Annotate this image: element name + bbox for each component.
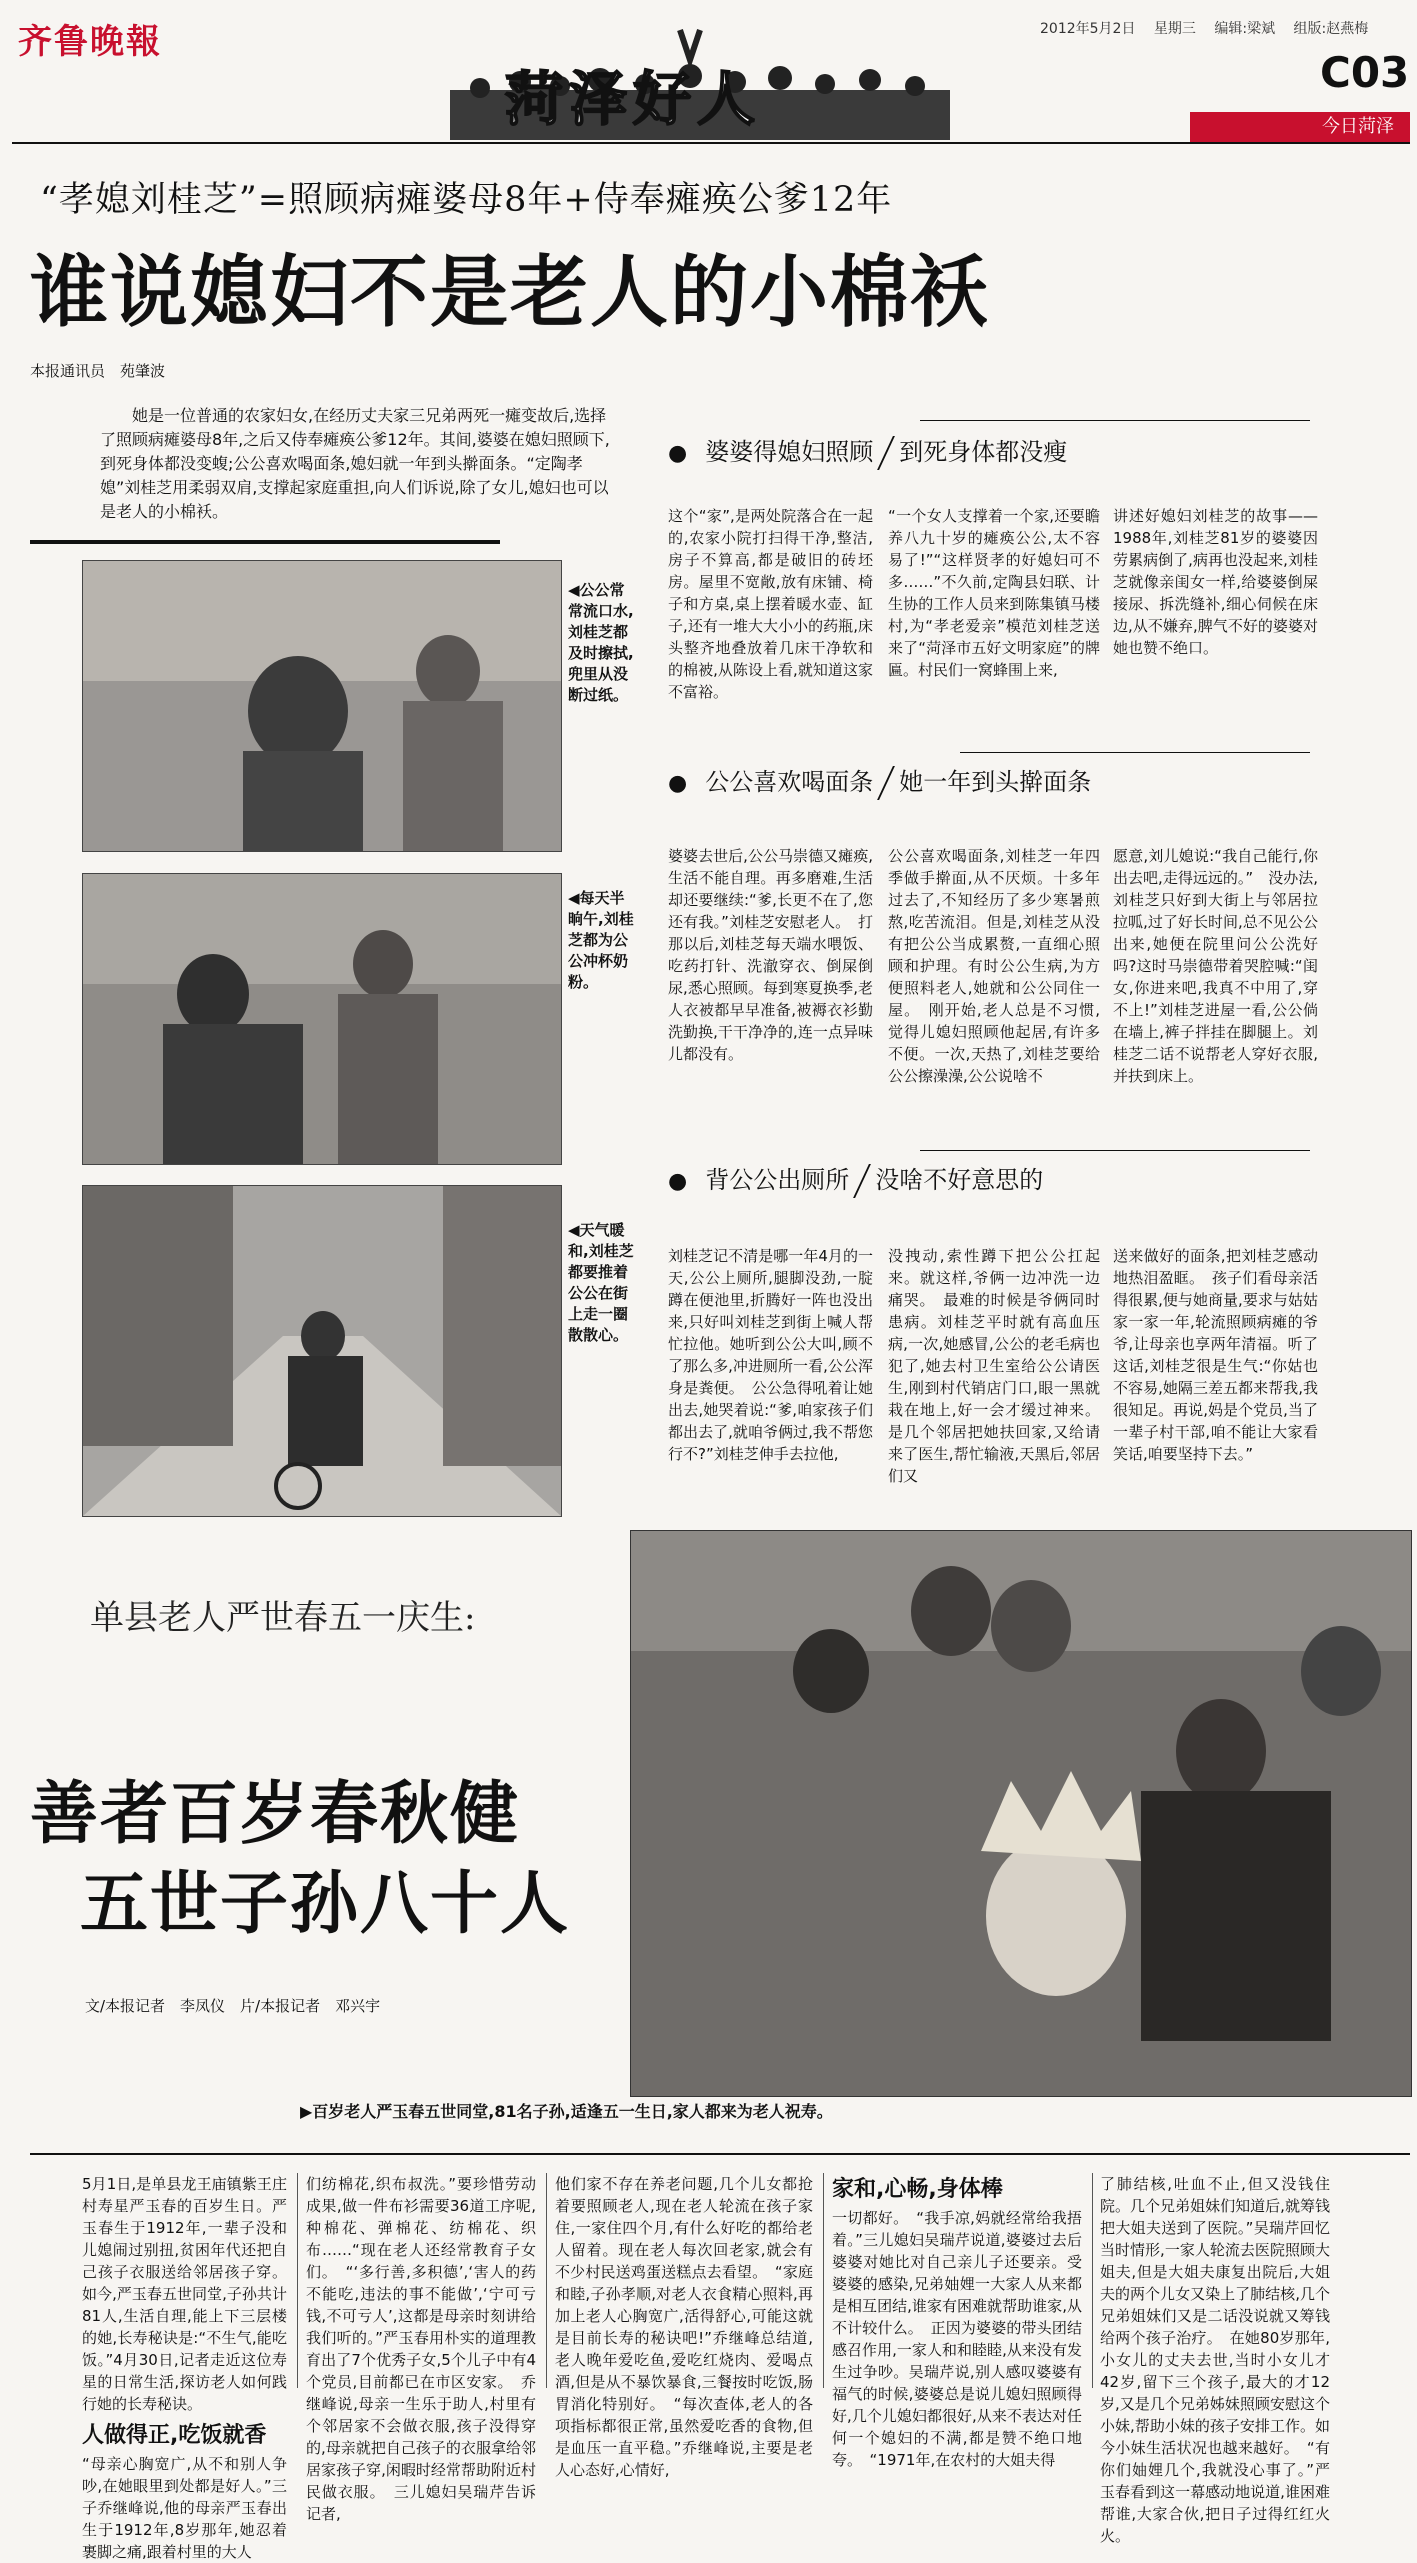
masthead-meta (1040, 18, 1382, 38)
section3-col3: 送来做好的面条,把刘桂芝感动地热泪盈眶。 孩子们看母亲活得很累,便与她商量,要求与姑姑家一家一年,轮流照顾病瘫的爷爷,让母亲也享两年清福。听了这话,刘桂芝很是生气:“你姑也不容易,她隔三差五都来帮我,我很知足。再说,妈是个党员,当了一辈子村干部,咱不能让大家看笑话,咱要坚持下去。” (1113, 1247, 1318, 1463)
article2-col4-text: 一切都好。 “我手凉,妈就经常给我捂着。”三儿媳妇吴瑞芹说道,婆婆过去后婆婆对她比对自己亲儿子还要亲。受婆婆的感染,兄弟妯娌一大家人从来都是相互团结,谁家有困难就帮助谁家,从不计较什么。 正因为婆婆的带头团结感召作用,一家人和和睦睦,从来没有发生过争吵。吴瑞芹说,别人感叹婆婆有福气的时候,婆婆总是说儿媳妇照顾得好,几个儿媳妇都很好,从来不表达对任何一个媳妇的不满,都是赞不绝口地夸。 “1971年,在农村的大姐夫得 (832, 2209, 1082, 2469)
column-divider (297, 2173, 298, 2388)
photo-placeholder-icon (83, 561, 561, 851)
article1-byline: 本报通讯员 苑肇波 (30, 362, 166, 380)
article2-col1-text: 5月1日,是单县龙王庙镇紫王庄村寿星严玉春的百岁生日。严玉春生于1912年,一辈子没和儿媳闹过别扭,贫困年代还把自己孩子衣服送给邻居孩子穿。如今,严玉春五世同堂,子孙共计81人,生活自理,能上下三层楼的她,长寿秘诀是:“不生气,能吃饭。”4月30日,记者走近这位寿星的日常生活,探访老人如何践行她的长寿秘诀。 (82, 2175, 287, 2413)
photo-walking-in-street (82, 1185, 562, 1517)
page-code: C03 (1320, 48, 1410, 97)
lead-rule (30, 540, 500, 544)
article2-col3: 他们家不存在养老问题,几个儿女都抢着要照顾老人,现在老人轮流在孩子家住,一家住四个月,有什么好吃的都给老人留着。现在老人每次回老家,就会有不少村民送鸡蛋送糕点去看望。 “家庭和睦,子孙孝顺,对老人衣食精心照料,再加上老人心胸宽广,活得舒心,可能这就是目前长寿的秘诀吧!”乔继峰总结道,老人晚年爱吃鱼,爱吃红烧肉、爱喝点酒,但是从不暴饮暴食,三餐按时吃饭,肠胃消化特别好。 “每次查体,老人的各项指标都很正常,虽然爱吃香的食物,但是血压一直平稳。”乔继峰说,主要是老人心态好,心情好, (555, 2175, 813, 2479)
photo-placeholder-icon (83, 874, 561, 1164)
article1-lead: 她是一位普通的农家妇女,在经历丈夫家三兄弟两死一瘫变故后,选择了照顾病瘫婆母8年,之后又侍奉瘫痪公爹12年。其间,婆婆在媳妇照顾下,到死身体都没变蝮;公公喜欢喝面条,媳妇就一年到头擀面条。“定陶孝媳”刘桂芝用柔弱双肩,支撑起家庭重担,向人们诉说,除了女儿,媳妇也可以是老人的小棉袄。 (100, 406, 610, 521)
section1-subhead (668, 432, 1067, 470)
section2-col2: 公公喜欢喝面条,刘桂芝一年四季做手擀面,从不厌烦。十多年过去了,不知经历了多少寒暑煎熬,吃苦流泪。但是,刘桂芝从没有把公公当成累赘,一直细心照顾和护理。有时公公生病,为方便照料老人,她就和公公同住一屋。 刚开始,老人总是不习惯,觉得儿媳妇照顾他起居,有许多不便。一次,天热了,刘桂芝要给公公擦澡澡,公公说啥不 (888, 847, 1100, 1085)
article2-minihead2: 家和,心畅,身体棒 (832, 2177, 1003, 2202)
section3-col1: 刘桂芝记不清是哪一年4月的一天,公公上厕所,腿脚没劲,一腚蹲在便池里,折腾好一阵也没出来,只好叫刘桂芝到街上喊人帮忙拉他。她听到公公大叫,顾不了那么多,冲进厕所一看,公公浑身是粪便。 公公急得吼着让她出去,她哭着说:“爹,咱家孩子们都出去了,就咱爷俩过,我不帮您行不?”刘桂芝伸手去拉他, (668, 1247, 873, 1463)
column-divider (546, 2173, 547, 2388)
masthead-rule (12, 142, 1410, 144)
big-photo-caption: ▶百岁老人严玉春五世同堂,81名子孙,适逢五一生日,家人都来为老人祝寿。 (300, 2102, 833, 2121)
weekday: 星期三 (1153, 21, 1196, 37)
photo2-caption: ◀每天半晌午,刘桂芝都为公公冲杯奶粉。 (568, 889, 634, 991)
layout-editor: 组版:赵燕梅 (1293, 21, 1369, 37)
editor: 编辑:梁斌 (1214, 21, 1276, 37)
section2-subhead (668, 762, 1091, 800)
section1-rule (920, 420, 1310, 421)
bullet-icon: ● (668, 1169, 688, 1194)
photo1-caption: ◀公公常常流口水,刘桂芝都及时擦拭,兜里从没断过纸。 (568, 581, 634, 704)
section3-col2: 没拽动,索性蹲下把公公扛起来。就这样,爷俩一边冲洗一边痛哭。 最难的时候是爷俩同时患病。刘桂芝平时就有高血压病,一次,她感冒,公公的老毛病也犯了,她去村卫生室给公公请医生,刚到村代销店门口,眼一黑就栽在地上,好一会才缓过神来。是几个邻居把她扶回家,又给请来了医生,帮忙输液,天黑后,邻居们又 (888, 1247, 1100, 1485)
slash-divider (853, 1164, 871, 1198)
photo-caring-father-in-law (82, 560, 562, 852)
issue-date: 2012年5月2日 (1040, 21, 1136, 37)
section3-subhead (668, 1160, 1043, 1198)
article2-col2: 们纺棉花,织布叔洗。”要珍惜劳动成果,做一件布衫需要36道工序呢,种棉花、弹棉花、纺棉花、织布……“现在老人还经常教育子女们。 “‘多行善,多积德’,‘害人的药不能吃,违法的事不能做’,‘宁可亏钱,不可亏人’,这都是母亲时刻讲给我们听的。”严玉春用朴实的道理教育出了7个优秀子女,5个儿子中有4个党员,目前都已在市区安家。 乔继峰说,母亲一生乐于助人,村里有个邻居家不会做衣服,孩子没得穿的,母亲就把自己孩子的衣服拿给邻居家孩子穿,闲暇时经常帮助附近村民做衣服。 三儿媳妇吴瑞芹告诉记者, (306, 2175, 536, 2523)
slash-divider (877, 766, 895, 800)
article2-rule (30, 2153, 1410, 2155)
section1-head-left: 婆婆得媳妇照顾 (705, 438, 874, 466)
column-divider (1092, 2173, 1093, 2388)
photo-milk-for-father-in-law (82, 873, 562, 1165)
slash-divider (877, 436, 895, 470)
photo-placeholder-icon (83, 1186, 561, 1516)
article1-headline: 谁说媳妇不是老人的小棉袄 (30, 248, 991, 338)
article2-kicker: 单县老人严世春五一庆生: (90, 1598, 476, 1638)
section2-col1: 婆婆去世后,公公马崇德又瘫痪,生活不能自理。再多磨难,生活却还要继续:“爹,长更不在了,您还有我。”刘桂芝安慰老人。 打那以后,刘桂芝每天端水喂饭、吃药打针、洗澈穿衣、倒屎倒尿,悉心照顾。每到寒夏换季,老人衣被都早早准备,被褥衣衫勤洗勤换,干干净净的,连一点异味儿都没有。 (668, 847, 873, 1063)
section1-head-right: 到死身体都没瘦 (899, 438, 1068, 466)
article2-headline-line2: 五世子孙八十人 (80, 1865, 571, 1944)
article2-col4 (832, 2173, 1082, 2471)
section1-col3: 讲述好媳妇刘桂芝的故事—— 1988年,刘桂芝81岁的婆婆因劳累病倒了,病再也没起来,刘桂芝就像亲闺女一样,给婆婆倒屎接尿、拆洗缝补,细心伺候在床边,从不嫌弃,脾气不好的婆婆对她也赞不绝口。 (1113, 507, 1334, 657)
article1-kicker: “孝媳刘桂芝”=照顾病瘫婆母8年+侍奉瘫痪公爹12年 (40, 180, 893, 220)
article2-col1 (82, 2173, 287, 2563)
section2-head-left: 公公喜欢喝面条 (705, 768, 874, 796)
article2-headline-line1: 善者百岁春秋健 (30, 1775, 521, 1854)
bullet-icon: ● (668, 441, 688, 466)
section3-rule (920, 1150, 1310, 1151)
bullet-icon: ● (668, 771, 688, 796)
section2-rule (960, 752, 1310, 753)
section2-head-right: 她一年到头擀面条 (899, 768, 1092, 796)
column-divider (823, 2173, 824, 2388)
article2-byline: 文/本报记者 李凤仪 片/本报记者 邓兴宇 (85, 1997, 381, 2015)
section1-col1: 这个“家”,是两处院落合在一起的,农家小院打扫得干净,整洁,房子不算高,都是破旧的砖坯房。屋里不宽敞,放有床铺、椅子和方桌,桌上摆着暖水壶、缸子,还有一堆大大小小的药瓶,床头整齐地叠放着几床干净软和的棉被,从陈设上看,就知道这家不富裕。 (668, 507, 873, 701)
paper-logo: 齐鲁晚報 (18, 22, 162, 62)
column-banner-title: 菏泽好人 (505, 65, 762, 133)
section1-col2: “一个女人支撑着一个家,还要瞻养八九十岁的瘫痪公公,太不容易了!”“这样贤孝的好媳妇可不多……”不久前,定陶县妇联、计生协的工作人员来到陈集镇马楼村,为“孝老爱亲”模范刘桂芝送来了“菏泽市五好文明家庭”的牌匾。村民们一窝蜂围上来, (888, 507, 1100, 679)
section3-head-right: 没啥不好意思的 (875, 1166, 1044, 1194)
section2-col3: 愿意,刘儿媳说:“我自己能行,你出去吧,走得远远的。” 没办法,刘桂芝只好到大街上与邻居拉拉呱,过了好长时间,总不见公公出来,她便在院里问公公洗好吗?这时马崇德带着哭腔喊:“闺女,你进来吧,我真不中用了,穿不上!”刘桂芝进屋一看,公公倘在墙上,裤子拌挂在脚腿上。刘桂芝二话不说帮老人穿好衣服,并扶到床上。 (1113, 847, 1318, 1085)
section3-head-left: 背公公出厕所 (705, 1166, 850, 1194)
article2-col1-text2: “母亲心胸宽广,从不和别人争吵,在她眼里到处都是好人。”三子乔继峰说,他的母亲严玉春出生于1912年,8岁那年,她忍着裹脚之痛,跟着村里的大人 (82, 2455, 287, 2561)
photo-placeholder-icon (631, 1531, 1411, 2096)
photo-birthday-celebration (630, 1530, 1412, 2097)
photo3-caption: ◀天气暖和,刘桂芝都要推着公公在街上走一圈散散心。 (568, 1221, 634, 1344)
article2-col5: 了肺结核,吐血不止,但又没钱住院。几个兄弟姐妹们知道后,就筹钱把大姐夫送到了医院。”吴瑞芹回忆当时情形,一家人轮流去医院照顾大姐夫,但是大姐夫康复出院后,大姐夫的两个儿女又染上了肺结核,几个兄弟姐妹们又是二话没说就又筹钱给两个孩子治疗。 在她80岁那年,小女儿的丈夫去世,当时小女儿才42岁,留下三个孩子,最大的才12岁,又是几个兄弟姊妹照顾安慰这个小妹,帮助小妹的孩子安排工作。如今小妹生活状况也越来越好。 “有你们妯娌几个,我就没心事了。”严玉春看到这一幕感动地说道,谁困难帮谁,大家合伙,把日子过得红红火火。 (1100, 2175, 1330, 2545)
article2-minihead1: 人做得正,吃饭就香 (82, 2423, 267, 2448)
section-label: 今日菏泽 (1190, 112, 1410, 142)
